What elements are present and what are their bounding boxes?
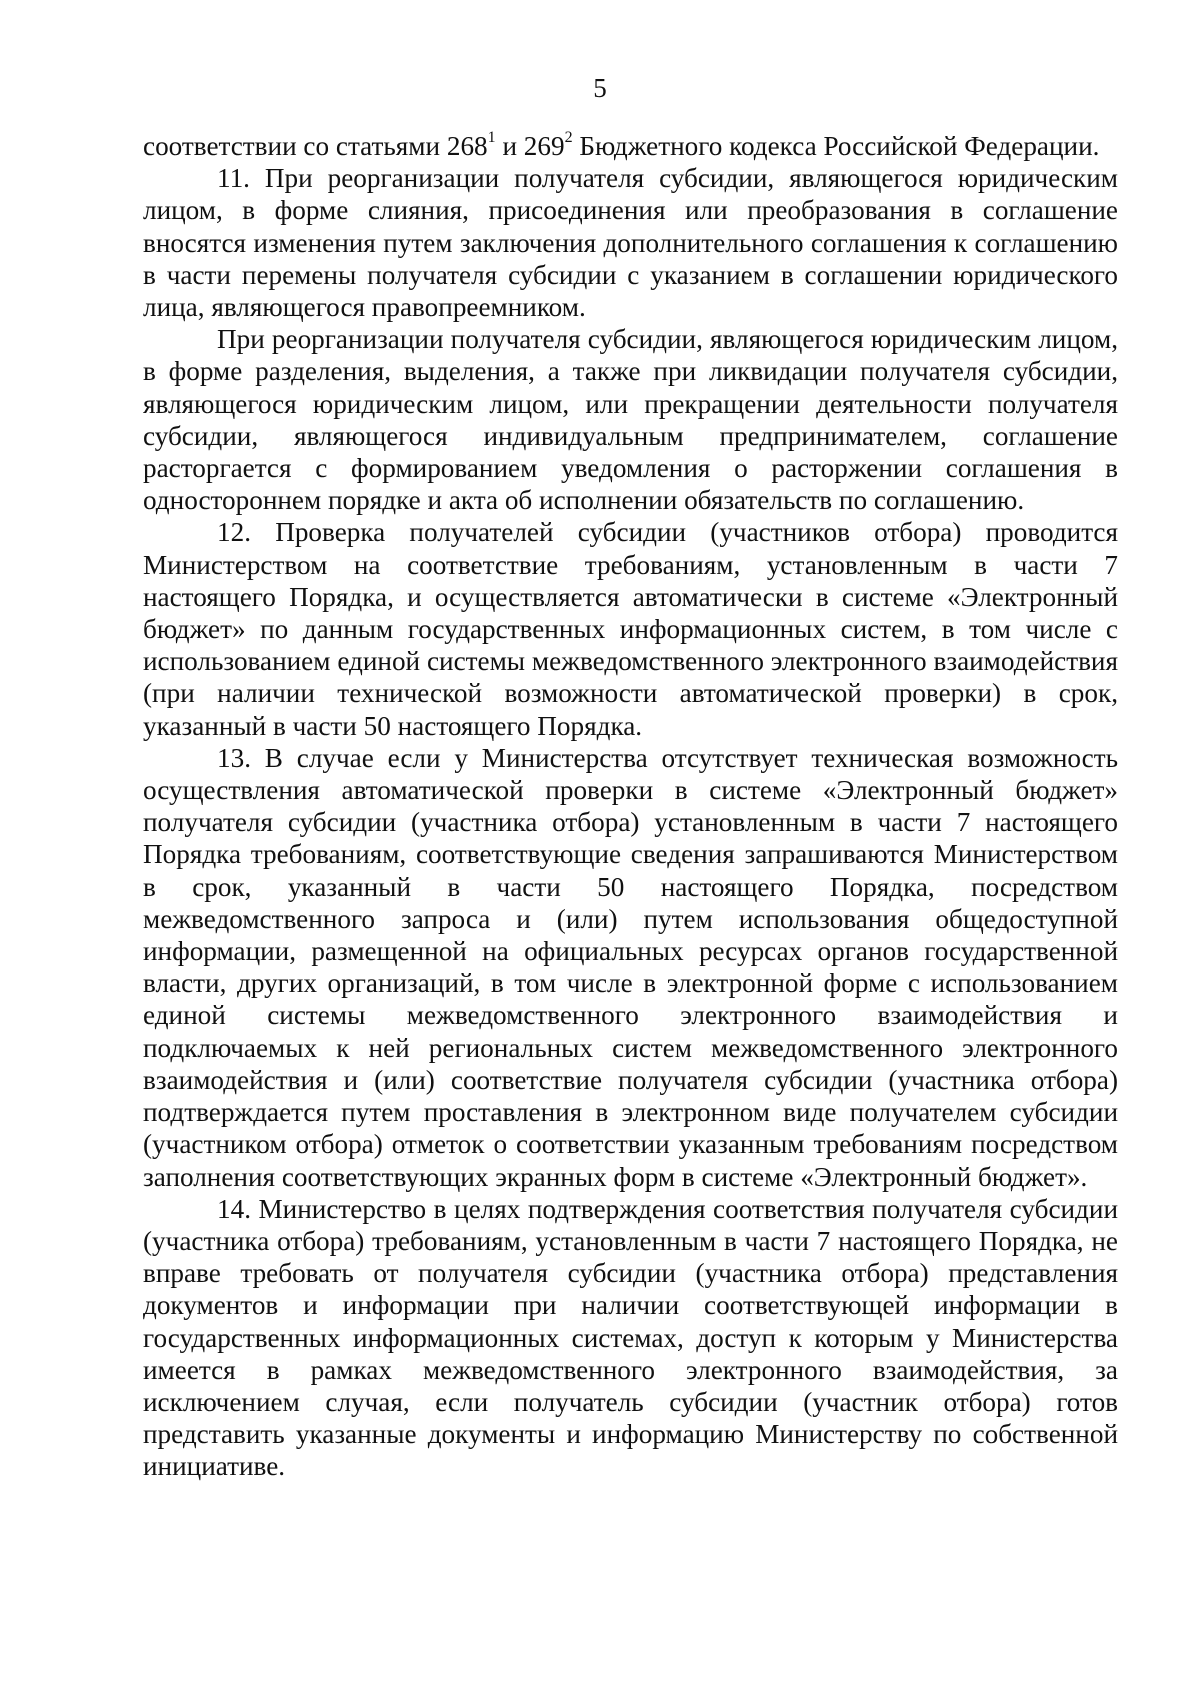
paragraph bbox=[143, 742, 1118, 1193]
paragraph-text: При реорганизации получателя субсидии, являющегося юридическим лицом, в форме разделения, выделения, а также при ликвидации получателя субсидии, являющегося юридическим лицом, или прекращении деятельности получателя субсидии, являющегося индивидуальным предпринимателем, соглашение расторгается с формированием уведомления о расторжении соглашения в одностороннем порядке и акта об исполнении обязательств по соглашению. bbox=[143, 324, 1118, 516]
page-number: 5 bbox=[593, 73, 607, 103]
paragraph-text: соответствии со статьями 268 bbox=[143, 131, 488, 161]
paragraph bbox=[143, 516, 1118, 741]
superscript: 1 bbox=[487, 128, 496, 146]
paragraph-text: 11. При реорганизации получателя субсидии, являющегося юридическим лицом, в форме слияния, присоединения или преобразования в соглашение вносятся изменения путем заключения дополнительного соглашения к соглашению в части перемены получателя субсидии с указанием в соглашении юридического лица, являющегося правопреемником. bbox=[143, 163, 1118, 323]
paragraph-text: 14. Министерство в целях подтверждения соответствия получателя субсидии (участника отбора) требованиям, установленным в части 7 настоящего Порядка, не вправе требовать от получателя субсидии (участника отбора) представления документов и информации при наличии соответствующей информации в государственных информационных системах, доступ к которым у Министерства имеется в рамках межведомственного электронного взаимодействия, за исключением случая, если получатель субсидии (участник отбора) готов представить указанные документы и информацию Министерству по собственной инициативе. bbox=[143, 1193, 1118, 1482]
paragraph bbox=[143, 1193, 1118, 1483]
paragraph-text: 12. Проверка получателей субсидии (участников отбора) проводится Министерством на соответствие требованиям, установленным в части 7 настоящего Порядка, и осуществляется автоматически в системе «Электронный бюджет» по данным государственных информационных систем, в том числе с использованием единой системы межведомственного электронного взаимодействия (при наличии технической возможности автоматической проверки) в срок, указанный в части 50 настоящего Порядка. bbox=[143, 517, 1118, 741]
superscript: 2 bbox=[564, 128, 573, 146]
paragraph-text: и 269 bbox=[495, 131, 565, 161]
paragraph-text: 13. В случае если у Министерства отсутствует техническая возможность осуществления автоматической проверки в системе «Электронный бюджет» получателя субсидии (участника отбора) установленным в части 7 настоящего Порядка требованиям, соответствующие сведения запрашиваются Министерством в срок, указанный в части 50 настоящего Порядка, посредством межведомственного запроса и (или) путем использования общедоступной информации, размещенной на официальных ресурсах органов государственной власти, других организаций, в том числе в электронной форме с использованием единой системы межведомственного электронного взаимодействия и подключаемых к ней региональных систем межведомственного электронного взаимодействия и (или) соответствие получателя субсидии (участника отбора) подтверждается путем проставления в электронном виде получателем субсидии (участником отбора) отметок о соответствии указанным требованиям посредством заполнения соответствующих экранных форм в системе «Электронный бюджет». bbox=[143, 742, 1118, 1192]
paragraph bbox=[143, 162, 1118, 323]
paragraph-text: Бюджетного кодекса Российской Федерации. bbox=[572, 131, 1100, 161]
paragraph bbox=[143, 130, 1118, 162]
paragraph bbox=[143, 323, 1118, 516]
document-body bbox=[143, 130, 1118, 1483]
